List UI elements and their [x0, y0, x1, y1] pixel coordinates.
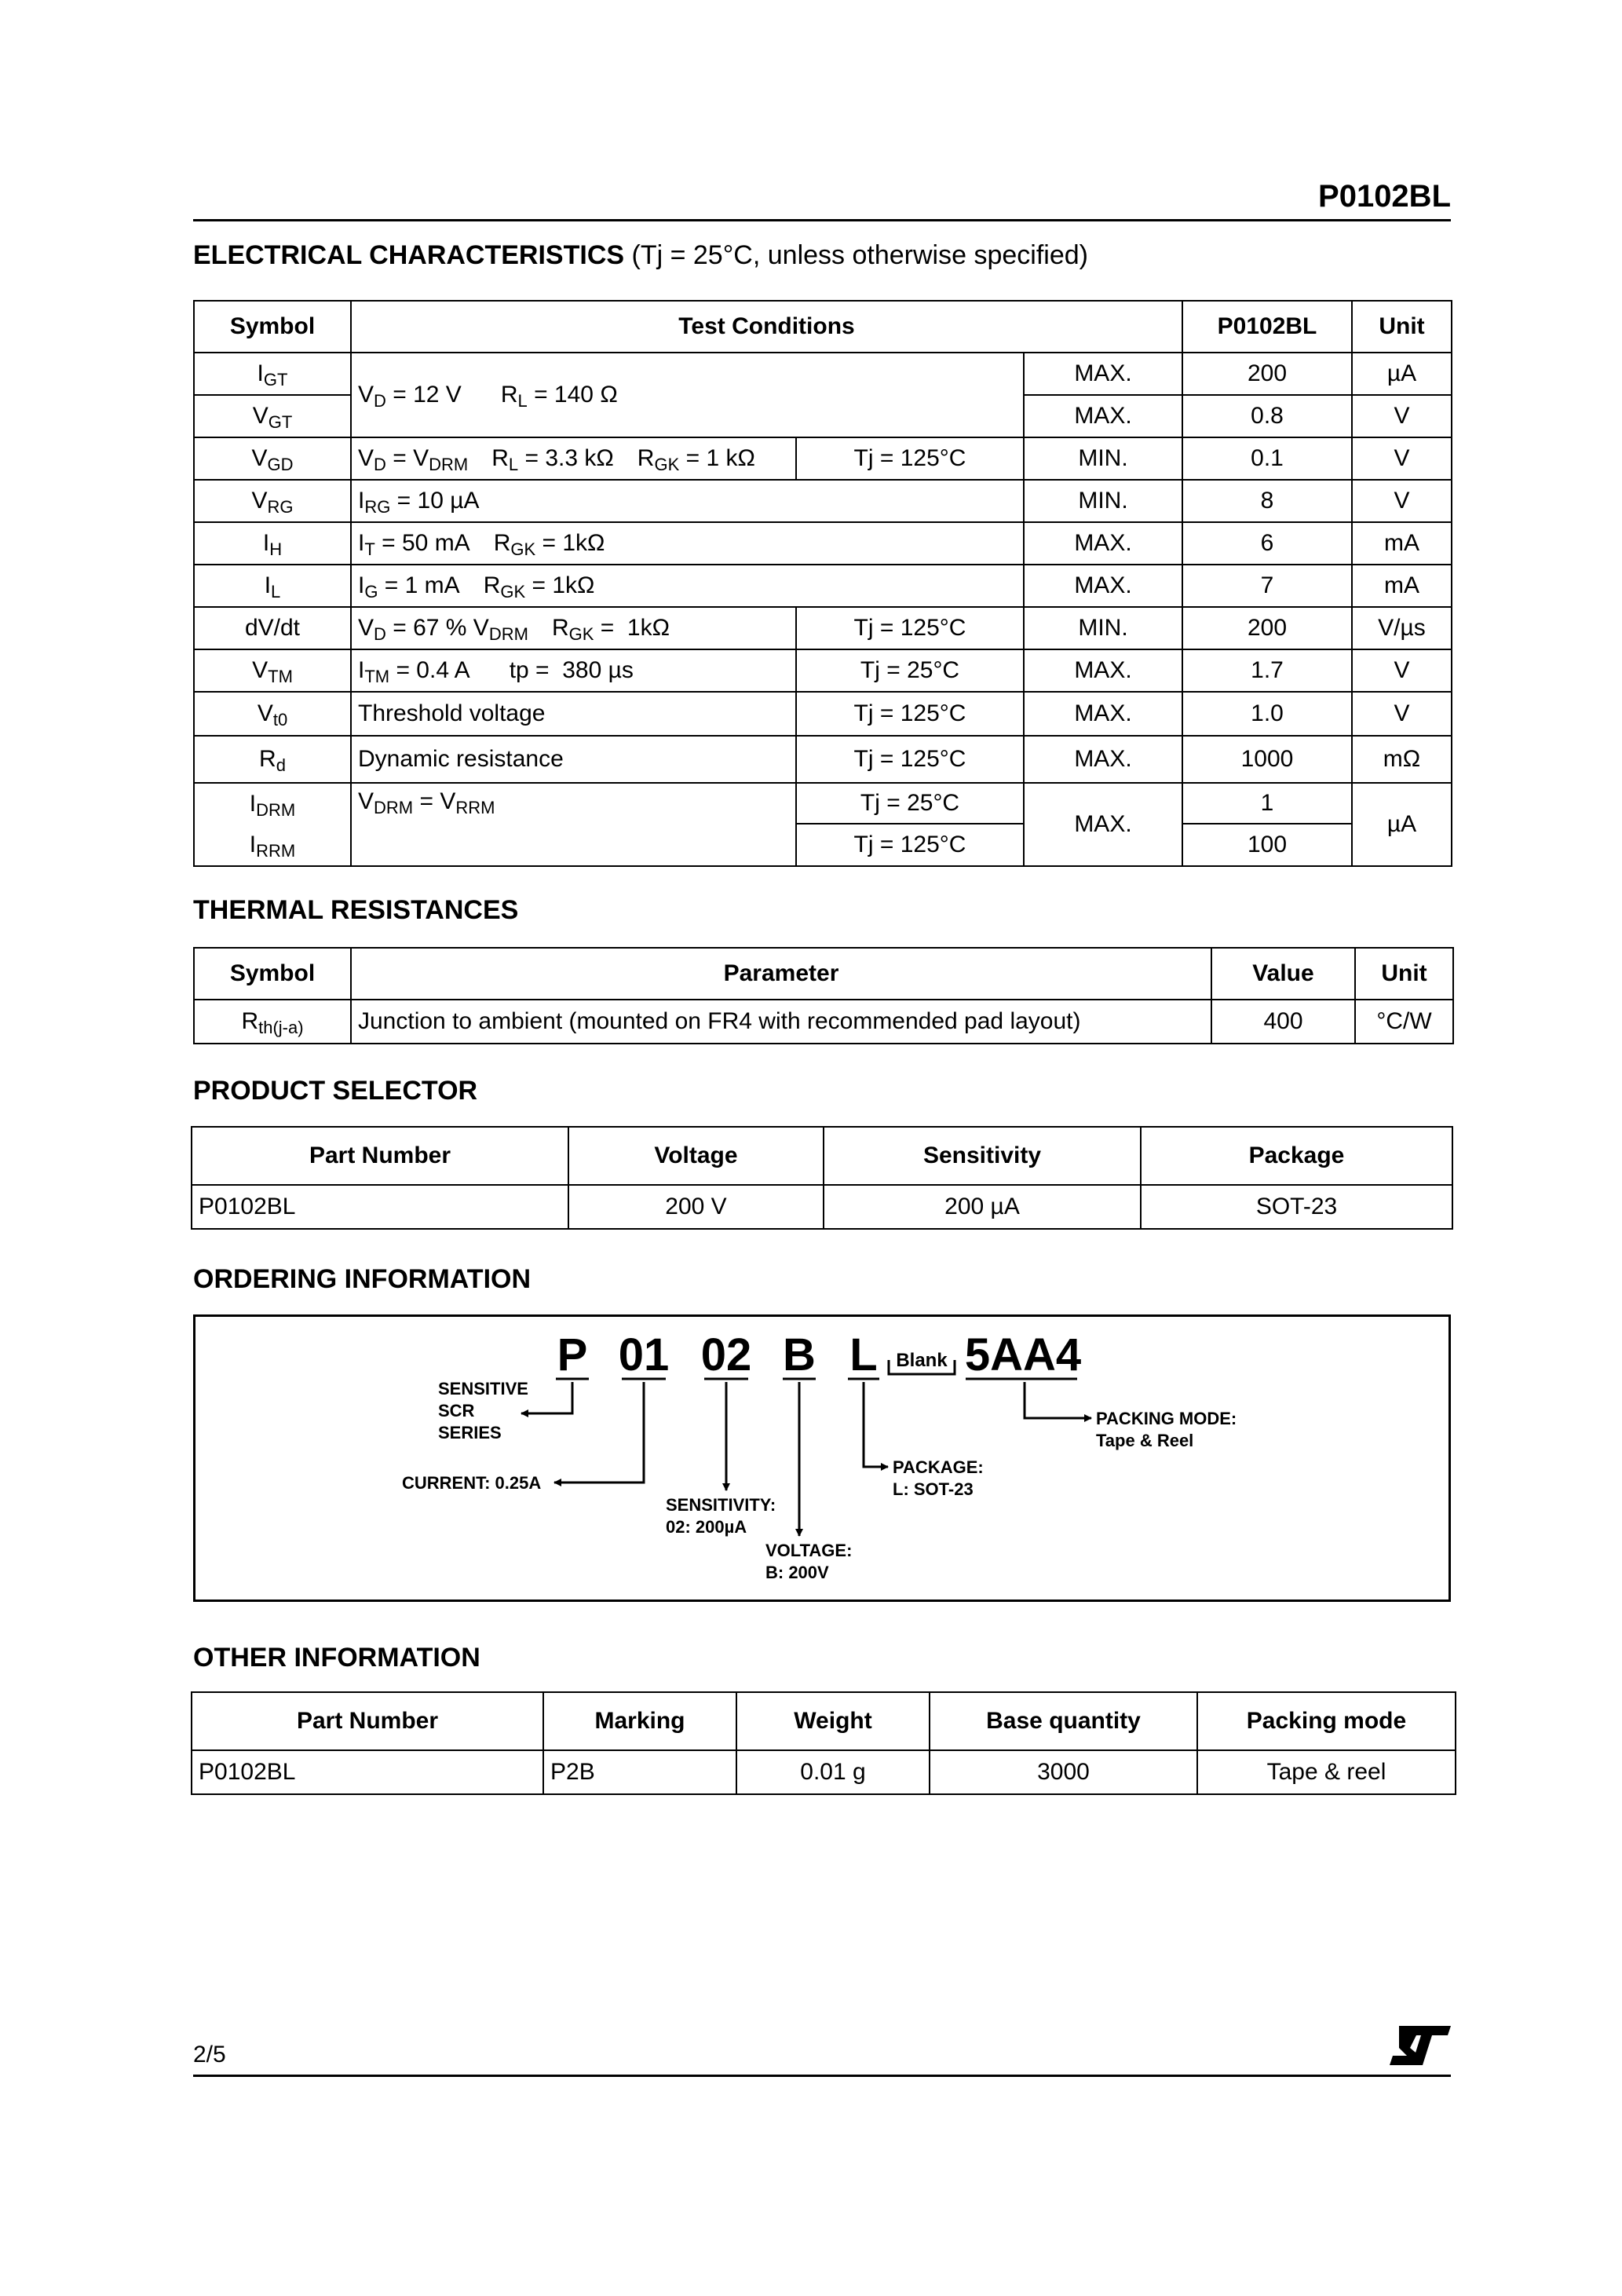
unit-cell: µA: [1352, 353, 1452, 395]
symbol-cell: $R_{th(j-a)}$: [194, 1000, 351, 1044]
condition-cell: $V_D = V_{DRM}$ $R_L = 3.3$ kΩ $R_{GK} = 1$ kΩ: [351, 437, 796, 480]
label-packing-1: PACKING MODE:: [1096, 1409, 1237, 1428]
header-test-conditions: Test Conditions: [351, 301, 1182, 353]
symbol-cell: $V_{GD}$: [194, 437, 351, 480]
table-header-row: [192, 1692, 1456, 1750]
header-part: P0102BL: [1182, 301, 1352, 353]
symbol-cell: $I_{DRM}$: [194, 783, 351, 824]
st-logo-icon: [1388, 2024, 1452, 2067]
value-cell: 200: [1182, 353, 1352, 395]
mode-cell: MAX.: [1024, 736, 1182, 783]
header-symbol: Symbol: [194, 301, 351, 353]
mode-cell: MAX.: [1024, 395, 1182, 437]
condition-cell: $V_{DRM} = V_{RRM}$: [351, 783, 796, 866]
condition-cell: Threshold voltage: [351, 692, 796, 736]
label-sensitivity-1: SENSITIVITY:: [666, 1495, 776, 1515]
unit-cell: mA: [1352, 522, 1452, 565]
label-series-2: SCR: [438, 1401, 475, 1420]
value-cell: 1.7: [1182, 649, 1352, 692]
value-cell: 100: [1182, 824, 1352, 866]
code-p: P: [557, 1329, 588, 1380]
value-cell: 6: [1182, 522, 1352, 565]
unit-cell: V: [1352, 437, 1452, 480]
page-number: 2/5: [193, 2042, 226, 2067]
selector-section-title: PRODUCT SELECTOR: [193, 1076, 478, 1106]
label-voltage-2: B: 200V: [765, 1563, 829, 1582]
mode-cell: MAX.: [1024, 565, 1182, 607]
base-quantity-cell: 3000: [930, 1750, 1197, 1794]
electrical-title: ELECTRICAL CHARACTERISTICS: [193, 240, 625, 270]
tj-cell: Tj = 125°C: [796, 824, 1024, 866]
header-value: Value: [1211, 948, 1355, 1000]
header-parameter: Parameter: [351, 948, 1211, 1000]
code-sensitivity: 02: [700, 1329, 752, 1380]
label-series-3: SERIES: [438, 1423, 502, 1442]
code-current: 01: [618, 1329, 670, 1380]
symbol-cell: $I_H$: [194, 522, 351, 565]
tj-cell: Tj = 25°C: [796, 783, 1024, 824]
label-current: CURRENT: 0.25A: [402, 1473, 542, 1493]
label-series-1: SENSITIVE: [438, 1379, 528, 1398]
unit-cell: °C/W: [1355, 1000, 1453, 1044]
other-section-title: OTHER INFORMATION: [193, 1643, 480, 1673]
unit-cell: V: [1352, 692, 1452, 736]
label-sensitivity-2: 02: 200µA: [666, 1517, 747, 1537]
header-unit: Unit: [1352, 301, 1452, 353]
label-package-2: L: SOT-23: [893, 1479, 974, 1499]
value-cell: 1.0: [1182, 692, 1352, 736]
code-packing: 5AA4: [964, 1329, 1082, 1380]
header-unit: Unit: [1355, 948, 1453, 1000]
condition-cell: $V_D = 67$ % $V_{DRM}$ $R_{GK} = 1k\Omega$: [351, 607, 796, 649]
symbol-cell: $I_L$: [194, 565, 351, 607]
symbol-cell: $R_d$: [194, 736, 351, 783]
header-symbol: Symbol: [194, 948, 351, 1000]
mode-cell: MIN.: [1024, 607, 1182, 649]
mode-cell: MAX.: [1024, 692, 1182, 736]
mode-cell: MAX.: [1024, 522, 1182, 565]
condition-cell: Dynamic resistance: [351, 736, 796, 783]
part-number-cell: P0102BL: [192, 1750, 543, 1794]
voltage-cell: 200 V: [568, 1185, 824, 1229]
weight-cell: 0.01 g: [736, 1750, 930, 1794]
electrical-subtitle: (Tj = 25°C, unless otherwise specified): [631, 240, 1088, 270]
symbol-cell: $V_{RG}$: [194, 480, 351, 522]
condition-cell: $I_{RG} = 10$ µA: [351, 480, 1024, 522]
header-part-number: Part Number: [192, 1127, 568, 1185]
value-cell: 0.1: [1182, 437, 1352, 480]
symbol-cell: $I_{GT}$: [194, 353, 351, 395]
label-packing-2: Tape & Reel: [1096, 1431, 1194, 1450]
header-sensitivity: Sensitivity: [824, 1127, 1141, 1185]
value-cell: 8: [1182, 480, 1352, 522]
mode-cell: MAX.: [1024, 649, 1182, 692]
unit-cell: V/µs: [1352, 607, 1452, 649]
condition-cell: $I_G = 1$ mA $R_{GK} = 1k\Omega$: [351, 565, 1024, 607]
mode-cell: MIN.: [1024, 437, 1182, 480]
label-package-1: PACKAGE:: [893, 1457, 984, 1477]
unit-cell: V: [1352, 480, 1452, 522]
symbol-cell: $I_{RRM}$: [194, 824, 351, 866]
package-cell: SOT-23: [1141, 1185, 1452, 1229]
header-base-quantity: Base quantity: [930, 1692, 1197, 1750]
condition-cell: $I_{TM} = 0.4$ A tp = 380 µs: [351, 649, 796, 692]
header-voltage: Voltage: [568, 1127, 824, 1185]
condition-cell: $I_T = 50$ mA $R_{GK} = 1k\Omega$: [351, 522, 1024, 565]
parameter-cell: Junction to ambient (mounted on FR4 with recommended pad layout): [351, 1000, 1211, 1044]
tj-cell: Tj = 125°C: [796, 736, 1024, 783]
mode-cell: MIN.: [1024, 480, 1182, 522]
part-number-cell: P0102BL: [192, 1185, 568, 1229]
table-row: [192, 1750, 1456, 1794]
code-blank: Blank: [896, 1350, 948, 1371]
symbol-cell: $V_{GT}$: [194, 395, 351, 437]
header-packing-mode: Packing mode: [1197, 1692, 1456, 1750]
value-cell: 0.8: [1182, 395, 1352, 437]
symbol-cell: $V_{t0}$: [194, 692, 351, 736]
sensitivity-cell: 200 µA: [824, 1185, 1141, 1229]
symbol-cell: $V_{TM}$: [194, 649, 351, 692]
mode-cell: MAX.: [1024, 353, 1182, 395]
tj-cell: Tj = 125°C: [796, 437, 1024, 480]
unit-cell: µA: [1352, 783, 1452, 866]
value-cell: 7: [1182, 565, 1352, 607]
packing-mode-cell: Tape & reel: [1197, 1750, 1456, 1794]
unit-cell: mA: [1352, 565, 1452, 607]
value-cell: 1000: [1182, 736, 1352, 783]
header-marking: Marking: [543, 1692, 736, 1750]
marking-cell: P2B: [543, 1750, 736, 1794]
tj-cell: Tj = 125°C: [796, 607, 1024, 649]
footer-rule: [193, 2075, 1451, 2077]
label-voltage-1: VOLTAGE:: [765, 1541, 853, 1560]
header-package: Package: [1141, 1127, 1452, 1185]
other-information-table: [191, 1691, 1456, 1795]
unit-cell: mΩ: [1352, 736, 1452, 783]
symbol-cell: dV/dt: [194, 607, 351, 649]
header-part-number: Part Number: [192, 1692, 543, 1750]
tj-cell: Tj = 25°C: [796, 649, 1024, 692]
tj-cell: Tj = 125°C: [796, 692, 1024, 736]
document-part-title: P0102BL: [1318, 179, 1451, 214]
unit-cell: V: [1352, 395, 1452, 437]
value-cell: 200: [1182, 607, 1352, 649]
header-weight: Weight: [736, 1692, 930, 1750]
code-leader-lines: [521, 1382, 1091, 1536]
condition-cell: $V_D = 12$ V $R_L = 140$ Ω: [351, 353, 1024, 437]
thermal-section-title: THERMAL RESISTANCES: [193, 895, 519, 925]
code-voltage: B: [783, 1329, 816, 1380]
ordering-section-title: ORDERING INFORMATION: [193, 1264, 532, 1294]
mode-cell: MAX.: [1024, 783, 1182, 866]
code-package: L: [849, 1329, 878, 1380]
unit-cell: V: [1352, 649, 1452, 692]
value-cell: 1: [1182, 783, 1352, 824]
value-cell: 400: [1211, 1000, 1355, 1044]
